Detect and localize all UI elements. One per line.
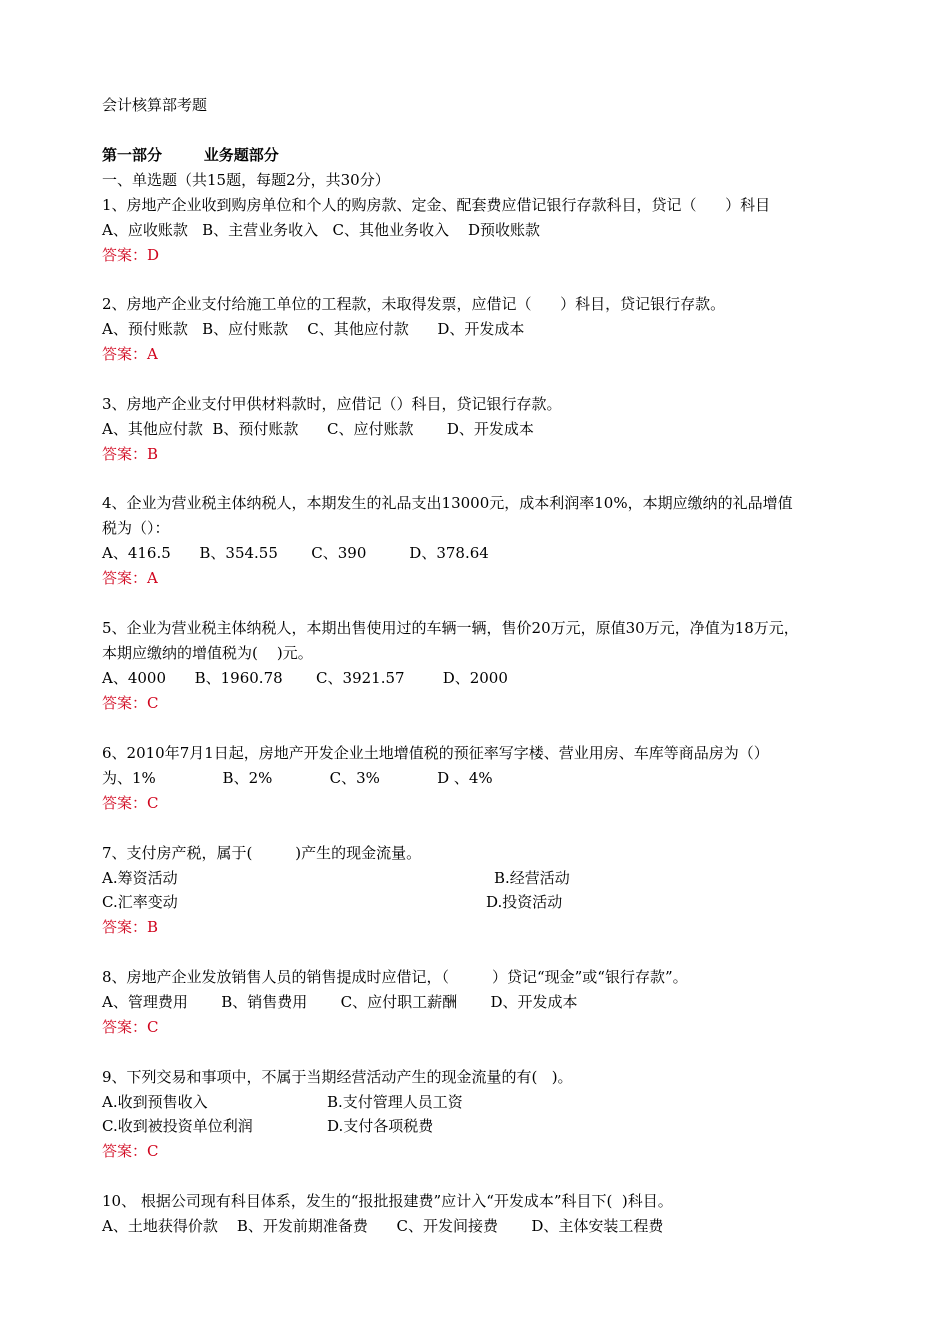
question-6-stem-line-2: 为、1% B、2% C、3% D 、4% <box>102 769 493 787</box>
question-2-options: A、预付账款 B、应付账款 C、其他应付款 D、开发成本 <box>102 320 525 338</box>
question-9-stem: 9、下列交易和事项中，不属于当期经营活动产生的现金流量的有( )。 <box>102 1068 573 1086</box>
question-7-option-a: A.筹资活动 <box>102 869 178 887</box>
question-9-option-d: D.支付各项税费 <box>327 1117 434 1135</box>
section-intro: 一、单选题（共15题，每题2分，共30分） <box>102 171 390 189</box>
question-8-stem: 8、房地产企业发放销售人员的销售提成时应借记，（ ）贷记“现金”或“银行存款”。 <box>102 968 688 986</box>
question-5-stem-line-2: 本期应缴纳的增值税为( )元。 <box>102 644 313 662</box>
question-8-answer: 答案：C <box>102 1018 159 1036</box>
question-10-stem: 10、 根据公司现有科目体系，发生的“报批报建费”应计入“开发成本”科目下( )科目。 <box>102 1192 673 1210</box>
question-5-stem-line-1: 5、企业为营业税主体纳税人，本期出售使用过的车辆一辆，售价20万元，原值30万元，净值为18万元， <box>102 619 799 637</box>
question-8-options: A、管理费用 B、销售费用 C、应付职工薪酬 D、开发成本 <box>102 993 578 1011</box>
question-6-answer: 答案：C <box>102 794 159 812</box>
question-3-answer: 答案：B <box>102 445 159 463</box>
document-title: 会计核算部考题 <box>102 96 208 114</box>
section-title: 第一部分 业务题部分 <box>102 146 279 164</box>
question-7-option-c: C.汇率变动 <box>102 893 178 911</box>
question-10-options: A、土地获得价款 B、开发前期准备费 C、开发间接费 D、主体安装工程费 <box>102 1217 664 1235</box>
question-1-answer: 答案：D <box>102 246 160 264</box>
question-1-options: A、应收账款 B、主营业务收入 C、其他业务收入 D预收账款 <box>102 221 541 239</box>
question-2-answer: 答案：A <box>102 345 158 363</box>
question-1-stem: 1、房地产企业收到购房单位和个人的购房款、定金、配套费应借记银行存款科目，贷记（ ）科目 <box>102 196 771 214</box>
question-7-stem: 7、支付房产税，属于( )产生的现金流量。 <box>102 844 422 862</box>
question-3-options: A、其他应付款 B、预付账款 C、应付账款 D、开发成本 <box>102 420 534 438</box>
question-4-answer: 答案：A <box>102 569 158 587</box>
question-9-option-c: C.收到被投资单位利润 <box>102 1117 253 1135</box>
question-4-options: A、416.5 B、354.55 C、390 D、378.64 <box>102 544 489 562</box>
question-4-stem-line-1: 4、企业为营业税主体纳税人，本期发生的礼品支出13000元，成本利润率10%，本期应缴纳的礼品增值 <box>102 494 793 512</box>
question-7-answer: 答案：B <box>102 918 159 936</box>
question-9-answer: 答案：C <box>102 1142 159 1160</box>
question-5-options: A、4000 B、1960.78 C、3921.57 D、2000 <box>102 669 508 687</box>
question-4-stem-line-2: 税为（）： <box>102 519 170 537</box>
question-7-option-d: D.投资活动 <box>486 893 563 911</box>
question-6-stem-line-1: 6、2010年7月1日起，房地产开发企业土地增值税的预征率写字楼、营业用房、车库等商品房为（） <box>102 744 769 762</box>
question-5-answer: 答案：C <box>102 694 159 712</box>
question-7-option-b: B.经营活动 <box>494 869 570 887</box>
question-3-stem: 3、房地产企业支付甲供材料款时，应借记（）科目，贷记银行存款。 <box>102 395 562 413</box>
question-9-option-a: A.收到预售收入 <box>102 1093 208 1111</box>
question-9-option-b: B.支付管理人员工资 <box>327 1093 463 1111</box>
question-2-stem: 2、房地产企业支付给施工单位的工程款，未取得发票，应借记（ ）科目，贷记银行存款。 <box>102 295 726 313</box>
